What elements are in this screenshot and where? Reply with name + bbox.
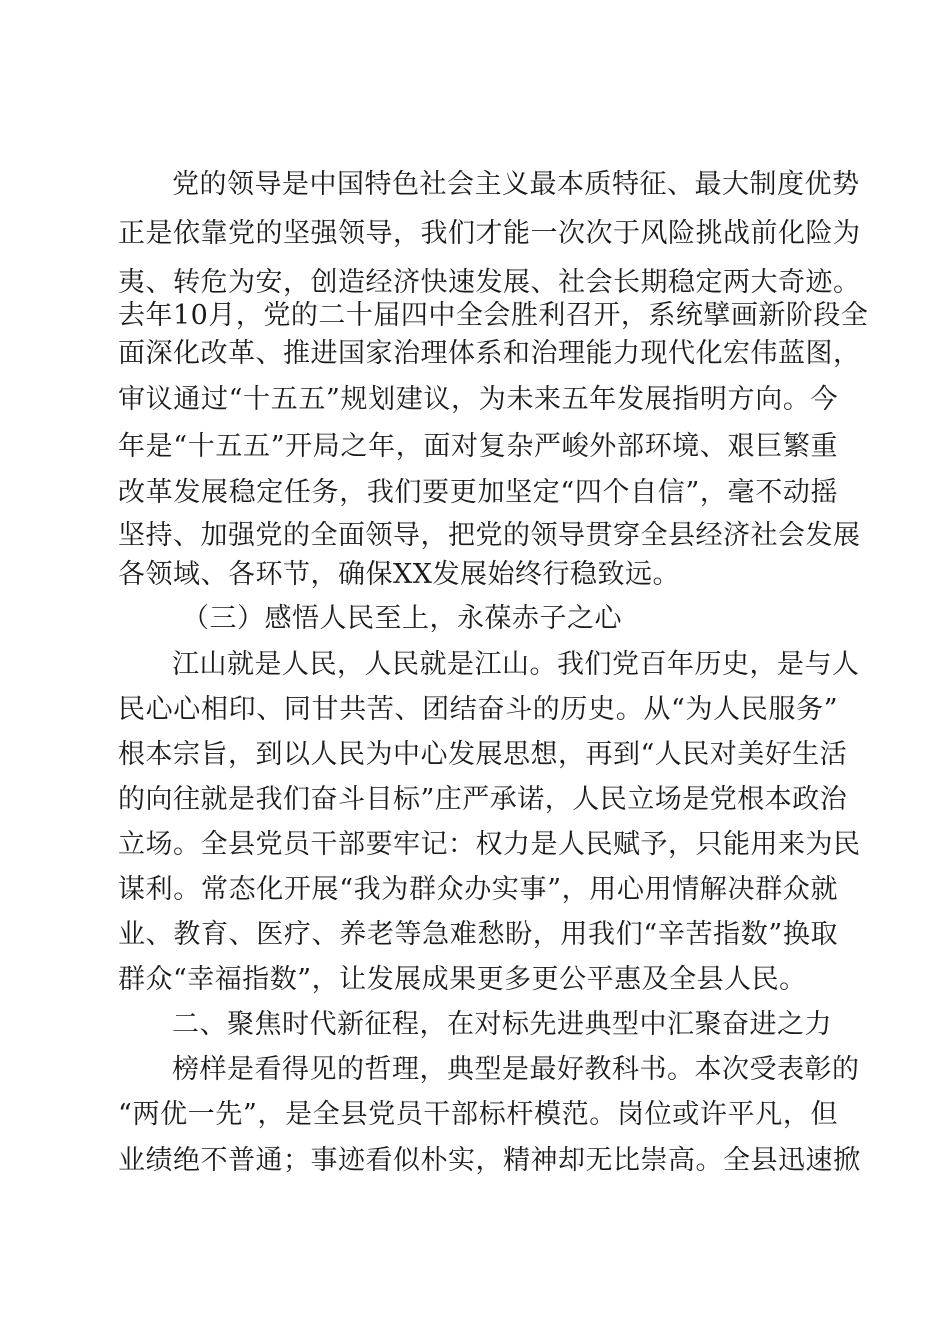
paragraph-line: 根本宗旨，到以人民为中心发展思想，再到“人民对美好生活 bbox=[118, 739, 848, 770]
paragraph-line: 榜样是看得见的哲理，典型是最好教科书。本次受表彰的 bbox=[172, 1054, 860, 1085]
paragraph-line: 群众“幸福指数”，让发展成果更多更公平惠及全县人民。 bbox=[118, 964, 807, 995]
paragraph-line: 立场。全县党员干部要牢记：权力是人民赋予，只能用来为民 bbox=[118, 829, 861, 860]
paragraph-line: 面深化改革、推进国家治理体系和治理能力现代化宏伟蓝图， bbox=[118, 338, 861, 369]
paragraph-line: 业、教育、医疗、养老等急难愁盼，用我们“辛苦指数”换取 bbox=[118, 919, 838, 950]
paragraph-line: 审议通过“十五五”规划建议，为未来五年发展指明方向。今 bbox=[118, 384, 838, 415]
paragraph-line: 坚持、加强党的全面领导，把党的领导贯穿全县经济社会发展 bbox=[118, 520, 861, 551]
paragraph-line: 改革发展稳定任务，我们要更加坚定“四个自信”，毫不动摇 bbox=[118, 477, 838, 508]
paragraph-line: 各领域、各环节，确保XX发展始终行稳致远。 bbox=[118, 559, 680, 590]
paragraph-line: 民心心相印、同甘共苦、团结奋斗的历史。从“为人民服务” bbox=[118, 694, 838, 725]
paragraph-line: 去年10月，党的二十届四中全会胜利召开，系统擘画新阶段全 bbox=[118, 300, 869, 331]
paragraph-line: 业绩绝不普通；事迹看似朴实，精神却无比崇高。全县迅速掀 bbox=[118, 1145, 861, 1176]
paragraph-line: 江山就是人民，人民就是江山。我们党百年历史，是与人 bbox=[172, 649, 860, 680]
paragraph-line: “两优一先”，是全县党员干部标杆模范。岗位或许平凡，但 bbox=[118, 1099, 838, 1130]
section-heading: （三）感悟人民至上，永葆赤子之心 bbox=[182, 603, 622, 634]
paragraph-line: 的向往就是我们奋斗目标”庄严承诺，人民立场是党根本政治 bbox=[118, 784, 848, 815]
chapter-heading: 二、聚焦时代新征程，在对标先进典型中汇聚奋进之力 bbox=[172, 1009, 832, 1040]
paragraph-line: 谋利。常态化开展“我为群众办实事”，用心用情解决群众就 bbox=[118, 874, 838, 905]
paragraph-line: 年是“十五五”开局之年，面对复杂严峻外部环境、艰巨繁重 bbox=[118, 431, 838, 462]
paragraph-line: 夷、转危为安，创造经济快速发展、社会长期稳定两大奇迹。 bbox=[118, 267, 861, 298]
paragraph-line: 正是依靠党的坚强领导，我们才能一次次于风险挑战前化险为 bbox=[118, 218, 861, 249]
paragraph-line: 党的领导是中国特色社会主义最本质特征、最大制度优势 bbox=[172, 169, 860, 200]
